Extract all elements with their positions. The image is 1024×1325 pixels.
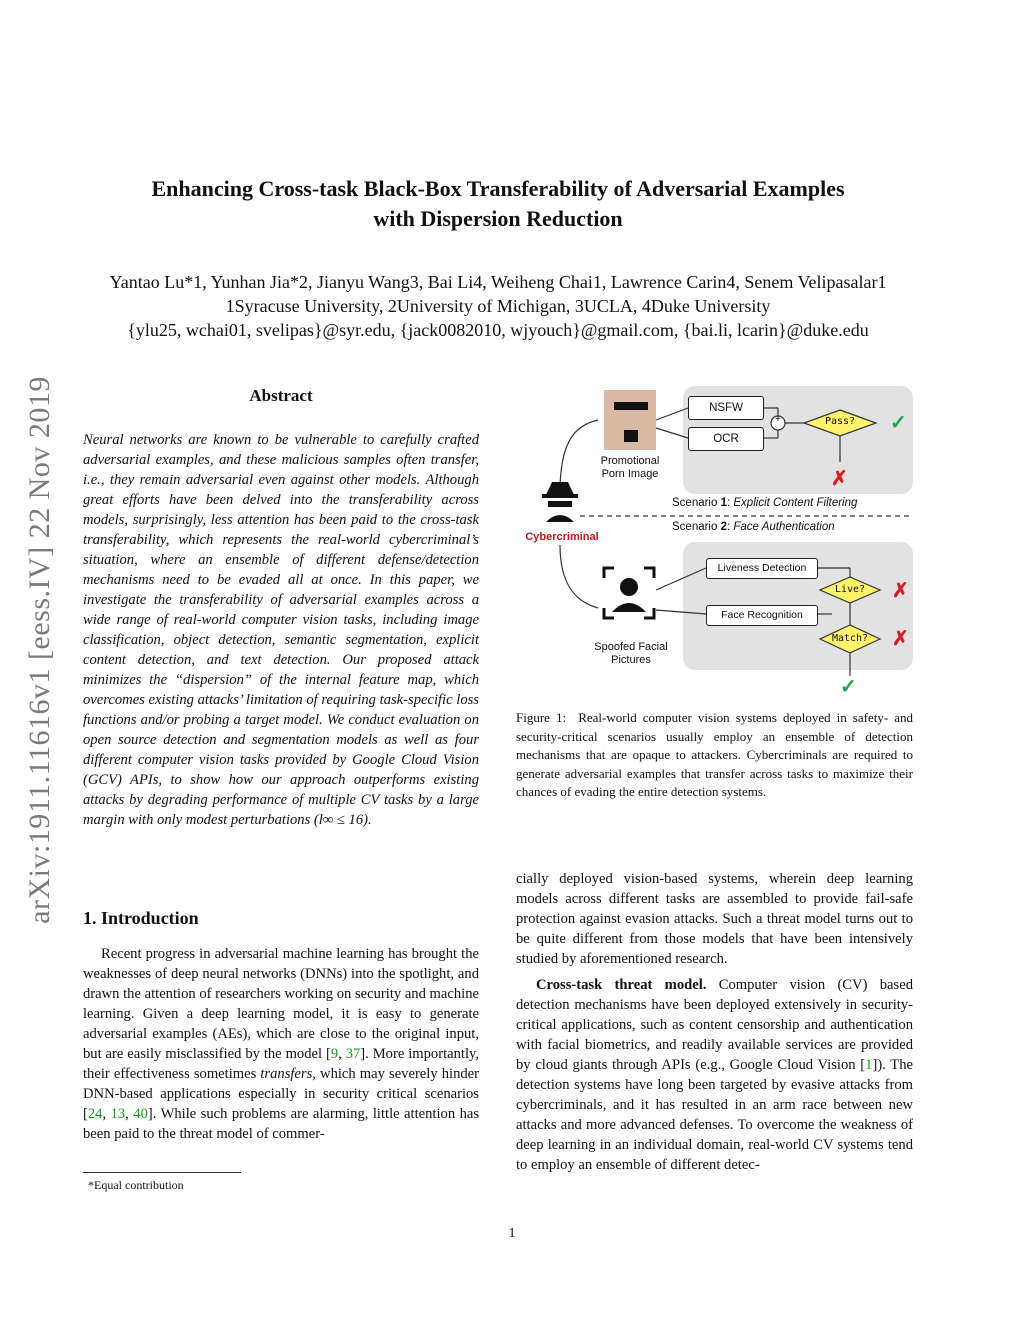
right-column-body (516, 869, 913, 1181)
scenario1-prefix: Scenario (672, 497, 721, 509)
scenario2-prefix: Scenario (672, 521, 721, 533)
promo-label-2: Porn Image (601, 468, 659, 480)
citation-link[interactable]: 40 (133, 1106, 148, 1122)
promo-label-1: Promotional (600, 455, 660, 467)
intro-paragraph (83, 944, 479, 1144)
ocr-box: OCR (688, 427, 764, 451)
caption-label: Figure 1: (516, 710, 567, 725)
right-para2-b: ]). The detection systems have long been targeted by evasive attacks from cybercriminals, and it has resulted in an arm race between new attacks and more advanced defenses. To overcome the weakness of deep learning in an individual domain, real-world CV systems tend to employ an ensemble of different detec- (516, 1057, 913, 1173)
check-icon: ✓ (890, 412, 907, 434)
cross-icon: ✗ (831, 468, 848, 490)
hat-brim (542, 494, 578, 498)
citation-link[interactable]: 24 (87, 1106, 103, 1122)
censor-bar (614, 402, 648, 410)
nsfw-box: NSFW (688, 396, 764, 420)
figure-caption (516, 709, 913, 802)
face-recognition-box: Face Recognition (706, 605, 818, 626)
caption-text: Real-world computer vision systems deployed in safety- and security-critical scenarios usually employ an ensemble of detection mechanisms that are opaque to attackers. Cybercriminals are required to generate adversarial examples that transfer across tasks to maximize their chances of evading the entire detection systems. (516, 710, 913, 799)
plus-symbol: + (775, 414, 781, 425)
paper-title (60, 174, 936, 234)
scenario2-num: 2 (720, 521, 727, 533)
mask-icon (548, 501, 572, 507)
citation-link[interactable]: 1 (865, 1057, 873, 1073)
spoof-label (586, 641, 676, 667)
scenario1-num: 1 (720, 497, 727, 509)
footnote-rule (83, 1172, 241, 1173)
citation-link[interactable]: 37 (345, 1046, 361, 1062)
right-paragraph-2 (516, 975, 913, 1175)
cite-separator: , (125, 1106, 134, 1122)
cross-icon: ✗ (892, 628, 909, 650)
intro-text-c: , which may severely hinder DNN-based applications especially in security critical scenarios [ (83, 1066, 480, 1122)
abstract-body: Neural networks are known to be vulnerable to carefully crafted adversarial examples, and these malicious samples often transfer, i.e., they remain adversarial even against other models. Although great efforts have been delved into the transferability across models, surprisingly, less attention has been paid to the cross-task transferability, which represents the real-world cybercriminal’s situation, where an ensemble of different defense/detection mechanisms need to be evaded all at once. In this paper, we investigate the transferability of adversarial examples across a wide range of real-world computer vision tasks, including image classification, object detection, semantic segmentation, explicit content detection, and text detection. Our proposed attack minimizes the “dispersion” of the internal feature map, which overcomes existing attacks’ limitation of requiring task-specific loss functions and/or probing a target model. We conduct evaluation on open source detection and segmentation models as well as four different computer vision tasks provided by Google Cloud Vision (GCV) APIs, to show how our approach outperforms existing attacks by degrading performance of multiple CV tasks by a large margin with only modest perturbations (l∞ ≤ 16). (83, 432, 479, 828)
intro-text-d: ]. While such problems are alarming, little attention has been paid to the threat model of commer- (83, 1106, 480, 1142)
right-para2-a: Computer vision (CV) based detection mechanisms have been deployed extensively in security-critical applications, such as content censorship and authentication with facial biometrics, and readily available services are provided by cloud giants through APIs (e.g., Google Cloud Vision [ (516, 977, 913, 1073)
liveness-box: Liveness Detection (706, 558, 818, 579)
spoof-label-2: Pictures (611, 654, 651, 666)
title-line-2: with Dispersion Reduction (373, 206, 623, 231)
arxiv-stamp-text: arXiv:1911.11616v1 [eess.IV] 22 Nov 2019 (23, 376, 56, 924)
emails-line: {ylu25, wchai01, svelipas}@syr.edu, {jack0082010, wjyouch}@gmail.com, {bai.li, lcarin}@duke.edu (127, 320, 869, 340)
promo-label (590, 455, 670, 481)
intro-italic: transfers (260, 1066, 313, 1082)
scenario1-text: Explicit Content Filtering (733, 497, 858, 509)
abstract-heading: Abstract (249, 386, 313, 405)
intro-text-a: Recent progress in adversarial machine learning has brought the weaknesses of deep neural networks (DNNs) into the spotlight, and drawn the attention of researchers working on security and machine learning. Given a deep learning model, it is easy to generate adversarial examples (AEs), which are close to the original input, but are easily misclassified by the model [ (83, 946, 479, 1062)
authors-line: Yantao Lu*1, Yunhan Jia*2, Jianyu Wang3, Bai Li4, Weiheng Chai1, Lawrence Carin4, Senem Velipasalar1 (109, 272, 887, 292)
footnote: *Equal contribution (88, 1178, 184, 1192)
cite-separator: , (102, 1106, 111, 1122)
censor-bar (624, 430, 638, 442)
intro-heading: 1. Introduction (83, 908, 199, 928)
affiliations-line: 1Syracuse University, 2University of Michigan, 3UCLA, 4Duke University (225, 296, 771, 316)
citation-link[interactable]: 13 (110, 1106, 126, 1122)
scenario2-label: Scenario 2: Face Authentication (672, 521, 835, 533)
title-line-1: Enhancing Cross-task Black-Box Transferability of Adversarial Examples (151, 176, 845, 201)
cite-separator: , (338, 1046, 346, 1062)
live-label: Live? (834, 584, 866, 595)
match-label: Match? (831, 633, 869, 644)
threat-model-heading: Cross-task threat model. (536, 977, 707, 993)
citation-link[interactable]: 9 (330, 1046, 339, 1062)
cybercriminal-label: Cybercriminal (525, 531, 599, 543)
intro-text-b: ]. More importantly, their effectiveness sometimes (83, 1046, 480, 1082)
scenario1-label: Scenario 1: Explicit Content Filtering (672, 497, 858, 509)
face-head-icon (620, 578, 638, 596)
cross-icon: ✗ (892, 580, 909, 602)
spoof-label-1: Spoofed Facial (594, 641, 668, 653)
figure-1 (516, 380, 916, 700)
scenario2-text: Face Authentication (733, 521, 835, 533)
right-paragraph-1: cially deployed vision-based systems, wherein deep learning models across different tasks are assembled to provide fail-safe protection against evasion attacks. Such a threat model turns out to be quite different from those models that have been intensively studied by aforementioned research. (516, 871, 913, 967)
face-body-icon (612, 603, 646, 612)
author-block (60, 270, 936, 342)
hat-icon (546, 482, 574, 495)
arxiv-stamp (10, 345, 70, 955)
page-number: 1 (508, 1226, 516, 1241)
check-icon: ✓ (840, 676, 857, 698)
intro-body (83, 944, 479, 1144)
arrow-to-spoof (560, 545, 598, 608)
pass-label: Pass? (824, 416, 856, 427)
body-icon (546, 515, 574, 522)
